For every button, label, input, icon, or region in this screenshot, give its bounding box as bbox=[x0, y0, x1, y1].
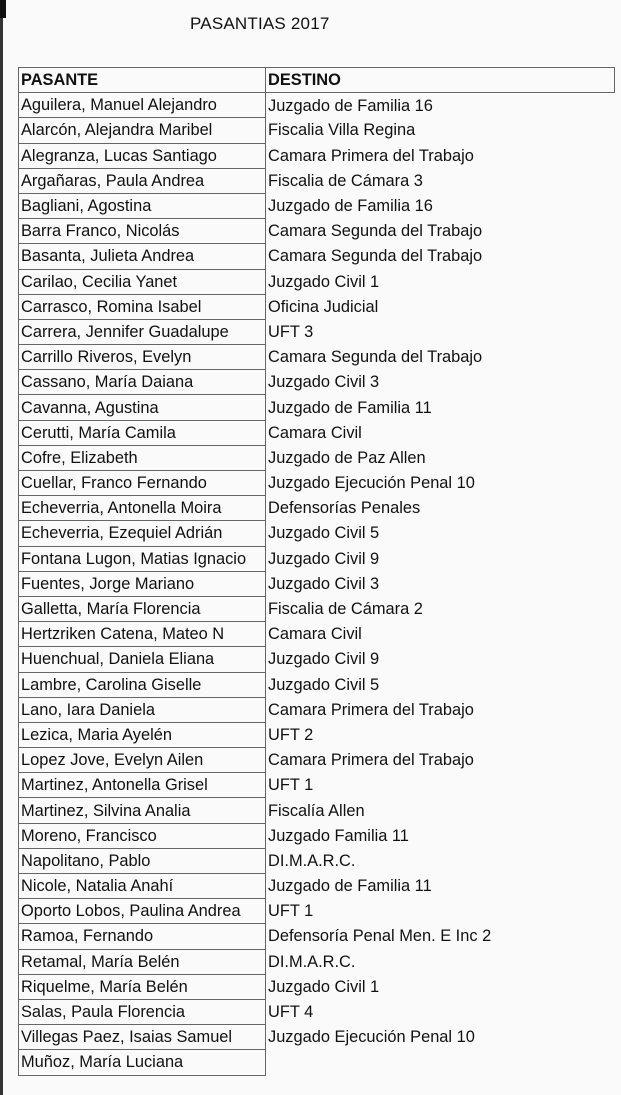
destino-cell: Juzgado de Paz Allen bbox=[268, 448, 426, 467]
table-row bbox=[19, 420, 615, 445]
pasante-cell: Oporto Lobos, Paulina Andrea bbox=[19, 899, 266, 924]
destino-cell: UFT 4 bbox=[268, 1003, 314, 1022]
destino-cell: Juzgado Civil 3 bbox=[268, 574, 380, 593]
table-row bbox=[19, 345, 615, 370]
destino-cell: Camara Segunda del Trabajo bbox=[268, 247, 483, 266]
table-row bbox=[19, 168, 615, 193]
pasante-cell: Lano, Iara Daniela bbox=[19, 697, 266, 722]
destino-cell: DI.M.A.R.C. bbox=[268, 851, 356, 870]
table-body bbox=[19, 68, 615, 1076]
destino-cell: UFT 2 bbox=[268, 725, 314, 744]
table-row bbox=[19, 596, 615, 621]
table-row bbox=[19, 370, 615, 395]
table-row bbox=[19, 445, 615, 470]
pasante-cell: Salas, Paula Florencia bbox=[19, 999, 266, 1024]
destino-cell: Juzgado de Familia 11 bbox=[268, 877, 432, 896]
table-row bbox=[19, 622, 615, 647]
pasante-cell: Cuellar, Franco Fernando bbox=[19, 471, 266, 496]
table-row bbox=[19, 1025, 615, 1050]
pasante-cell: Echeverria, Ezequiel Adrián bbox=[19, 521, 266, 546]
pasante-cell: Lambre, Carolina Giselle bbox=[19, 672, 266, 697]
table-row bbox=[19, 219, 615, 244]
destino-cell: Juzgado Civil 1 bbox=[268, 977, 380, 996]
destino-cell: Juzgado de Familia 16 bbox=[268, 96, 433, 115]
destino-cell: Camara Primera del Trabajo bbox=[268, 146, 474, 165]
table-row bbox=[19, 924, 615, 949]
pasante-cell: Nicole, Natalia Anahí bbox=[19, 874, 266, 899]
pasante-cell: Carrasco, Romina Isabel bbox=[19, 294, 266, 319]
destino-cell: Fiscalia Villa Regina bbox=[268, 121, 416, 140]
table-row bbox=[19, 672, 615, 697]
pasante-cell: Carrera, Jennifer Guadalupe bbox=[19, 319, 266, 344]
table-row bbox=[19, 647, 615, 672]
pasante-cell: Villegas Paez, Isaias Samuel bbox=[19, 1025, 266, 1050]
destino-cell bbox=[266, 1050, 615, 1075]
destino-cell: Juzgado Civil 9 bbox=[268, 549, 380, 568]
table-row bbox=[19, 244, 615, 269]
table-row bbox=[19, 546, 615, 571]
header-pasante: PASANTE bbox=[19, 68, 266, 93]
destino-cell: Juzgado Civil 5 bbox=[268, 524, 380, 543]
table-row bbox=[19, 848, 615, 873]
pasante-cell: Cassano, María Daiana bbox=[19, 370, 266, 395]
pasante-cell: Lezica, Maria Ayelén bbox=[19, 722, 266, 747]
table-row bbox=[19, 294, 615, 319]
destino-cell: Fiscalia de Cámara 2 bbox=[268, 600, 423, 619]
destino-cell: Juzgado Civil 5 bbox=[268, 675, 380, 694]
table-row bbox=[19, 899, 615, 924]
table-row bbox=[19, 571, 615, 596]
destino-cell: Defensoría Penal Men. E Inc 2 bbox=[268, 927, 492, 946]
header-destino: DESTINO bbox=[266, 68, 615, 93]
pasante-cell: Riquelme, María Belén bbox=[19, 974, 266, 999]
table-row bbox=[19, 118, 615, 143]
destino-cell: UFT 3 bbox=[268, 322, 314, 341]
destino-cell: Juzgado de Familia 11 bbox=[268, 398, 432, 417]
destino-cell: UFT 1 bbox=[268, 776, 314, 795]
scan-corner-mark bbox=[0, 0, 6, 18]
internship-table bbox=[18, 67, 615, 1076]
table-row bbox=[19, 319, 615, 344]
table-row bbox=[19, 395, 615, 420]
pasante-cell: Ramoa, Fernando bbox=[19, 924, 266, 949]
table-row bbox=[19, 1050, 615, 1075]
pasante-cell: Galletta, María Florencia bbox=[19, 596, 266, 621]
pasante-cell: Muñoz, María Luciana bbox=[19, 1050, 266, 1075]
pasante-cell: Carilao, Cecilia Yanet bbox=[19, 269, 266, 294]
table-row bbox=[19, 521, 615, 546]
table-row bbox=[19, 798, 615, 823]
destino-cell: UFT 1 bbox=[268, 902, 314, 921]
pasante-cell: Aguilera, Manuel Alejandro bbox=[19, 93, 266, 118]
pasante-cell: Barra Franco, Nicolás bbox=[19, 219, 266, 244]
table-row bbox=[19, 143, 615, 168]
pasante-cell: Moreno, Francisco bbox=[19, 823, 266, 848]
pasante-cell: Huenchual, Daniela Eliana bbox=[19, 647, 266, 672]
pasante-cell: Cofre, Elizabeth bbox=[19, 445, 266, 470]
destino-cell: Fiscalia de Cámara 3 bbox=[268, 171, 423, 190]
table-row bbox=[19, 471, 615, 496]
destino-cell: Juzgado Civil 1 bbox=[268, 272, 380, 291]
pasante-cell: Alarcón, Alejandra Maribel bbox=[19, 118, 266, 143]
destino-cell: Juzgado Civil 3 bbox=[268, 373, 380, 392]
destino-cell: Camara Civil bbox=[268, 423, 362, 442]
pasante-cell: Echeverria, Antonella Moira bbox=[19, 496, 266, 521]
destino-cell: Juzgado Familia 11 bbox=[268, 826, 409, 845]
table-row bbox=[19, 974, 615, 999]
pasante-cell: Lopez Jove, Evelyn Ailen bbox=[19, 748, 266, 773]
destino-cell: Fiscalía Allen bbox=[268, 801, 365, 820]
table-row bbox=[19, 496, 615, 521]
pasante-cell: Cavanna, Agustina bbox=[19, 395, 266, 420]
table-row bbox=[19, 193, 615, 218]
pasante-cell: Hertzriken Catena, Mateo N bbox=[19, 622, 266, 647]
pasante-cell: Napolitano, Pablo bbox=[19, 848, 266, 873]
pasante-cell: Bagliani, Agostina bbox=[19, 193, 266, 218]
pasante-cell: Argañaras, Paula Andrea bbox=[19, 168, 266, 193]
destino-cell: Camara Primera del Trabajo bbox=[268, 700, 474, 719]
pasante-cell: Alegranza, Lucas Santiago bbox=[19, 143, 266, 168]
destino-cell: Camara Segunda del Trabajo bbox=[268, 222, 483, 241]
destino-cell: Juzgado Ejecución Penal 10 bbox=[268, 1028, 475, 1047]
table-row bbox=[19, 269, 615, 294]
table-row bbox=[19, 949, 615, 974]
pasante-cell: Carrillo Riveros, Evelyn bbox=[19, 345, 266, 370]
destino-cell: Camara Primera del Trabajo bbox=[268, 751, 474, 770]
table-row bbox=[19, 748, 615, 773]
pasante-cell: Martinez, Silvina Analia bbox=[19, 798, 266, 823]
table-row bbox=[19, 874, 615, 899]
table-row bbox=[19, 823, 615, 848]
scan-left-edge bbox=[0, 0, 3, 1095]
destino-cell: Juzgado de Familia 16 bbox=[268, 197, 433, 216]
pasante-cell: Fontana Lugon, Matias Ignacio bbox=[19, 546, 266, 571]
page-title: PASANTIAS 2017 bbox=[190, 14, 330, 33]
destino-cell: Juzgado Ejecución Penal 10 bbox=[268, 474, 475, 493]
destino-cell: DI.M.A.R.C. bbox=[268, 952, 356, 971]
destino-cell: Oficina Judicial bbox=[268, 297, 379, 316]
destino-cell: Camara Civil bbox=[268, 625, 362, 644]
table-row bbox=[19, 999, 615, 1024]
pasante-cell: Cerutti, María Camila bbox=[19, 420, 266, 445]
table-row bbox=[19, 93, 615, 118]
pasante-cell: Martinez, Antonella Grisel bbox=[19, 773, 266, 798]
table-header-row bbox=[19, 68, 615, 93]
pasante-cell: Fuentes, Jorge Mariano bbox=[19, 571, 266, 596]
table-row bbox=[19, 773, 615, 798]
table-row bbox=[19, 697, 615, 722]
destino-cell: Juzgado Civil 9 bbox=[268, 650, 380, 669]
table-row bbox=[19, 722, 615, 747]
pasante-cell: Retamal, María Belén bbox=[19, 949, 266, 974]
destino-cell: Camara Segunda del Trabajo bbox=[268, 348, 483, 367]
pasante-cell: Basanta, Julieta Andrea bbox=[19, 244, 266, 269]
destino-cell: Defensorías Penales bbox=[268, 499, 421, 518]
